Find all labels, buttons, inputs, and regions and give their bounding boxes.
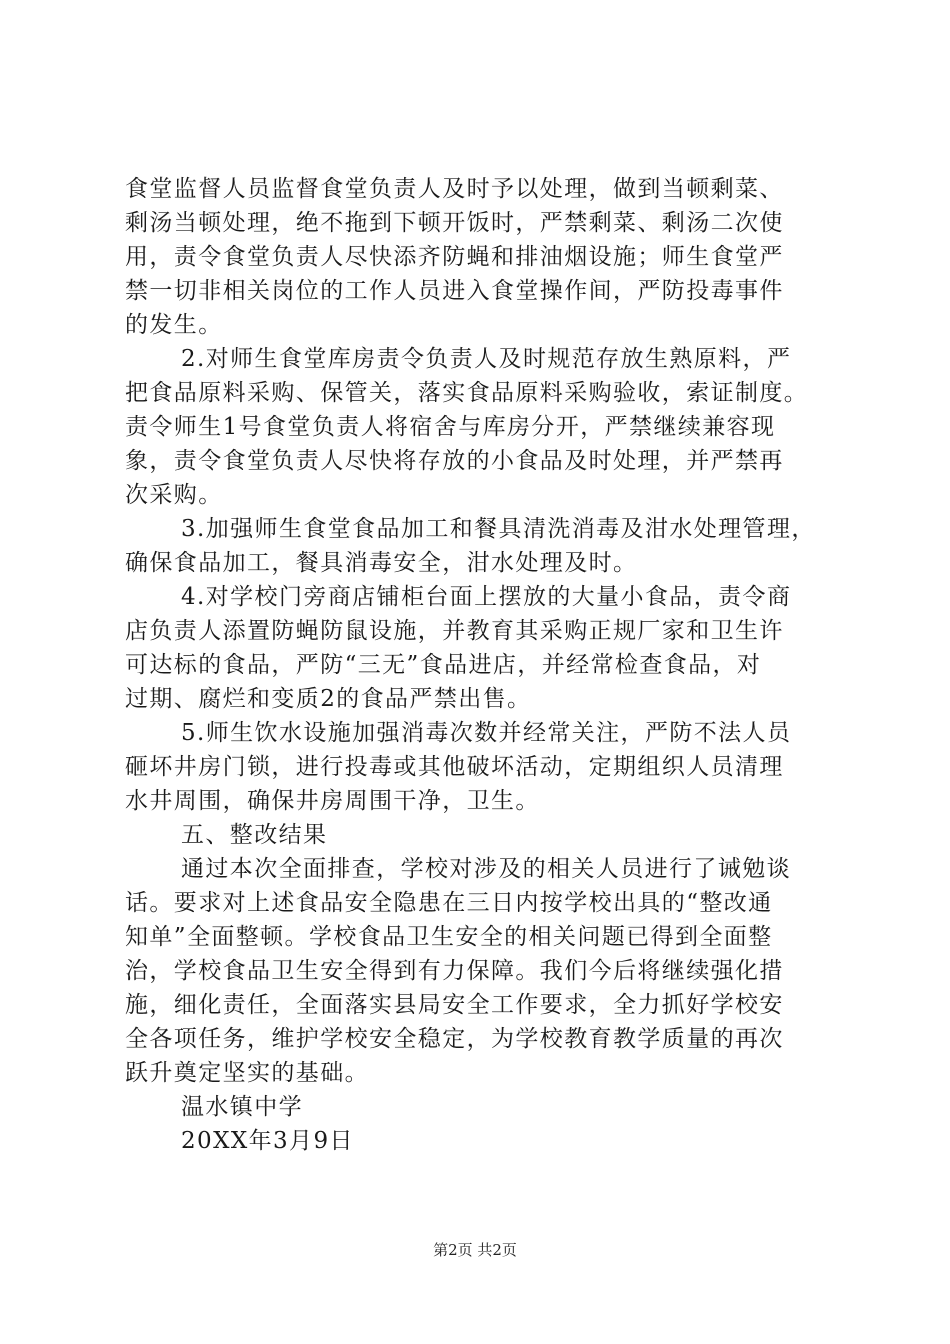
text-line: 施，细化责任，全面落实县局安全工作要求，全力抓好学校安 — [125, 992, 784, 1018]
text-line: 象，责令食堂负责人尽快将存放的小食品及时处理，并严禁再 — [125, 448, 784, 474]
text-line: 砸坏井房门锁，进行投毒或其他破坏活动，定期组织人员清理 — [125, 754, 784, 780]
paragraph-first-line: 3.加强师生食堂食品加工和餐具清洗消毒及泔水处理管理， — [181, 516, 816, 542]
text-line: 禁一切非相关岗位的工作人员进入食堂操作间，严防投毒事件 — [125, 278, 784, 304]
section-heading: 五、整改结果 — [181, 822, 328, 848]
paragraph-first-line: 5.师生饮水设施加强消毒次数并经常关注，严防不法人员 — [181, 720, 792, 746]
paragraph-first-line: 4.对学校门旁商店铺柜台面上摆放的大量小食品，责令商 — [181, 584, 792, 610]
text-line: 跃升奠定坚实的基础。 — [125, 1060, 369, 1086]
text-line: 可达标的食品，严防“三无”食品进店，并经常检查食品，对 — [125, 652, 762, 678]
text-line: 话。要求对上述食品安全隐患在三日内按学校出具的“整改通 — [125, 890, 773, 916]
text-line: 治，学校食品卫生安全得到有力保障。我们今后将继续强化措 — [125, 958, 784, 984]
text-line: 剩汤当顿处理，绝不拖到下顿开饭时，严禁剩菜、剩汤二次使 — [125, 210, 784, 236]
text-line: 用，责令食堂负责人尽快添齐防蝇和排油烟设施；师生食堂严 — [125, 244, 784, 270]
text-line: 把食品原料采购、保管关，落实食品原料采购验收，索证制度。 — [125, 380, 809, 406]
text-line: 次采购。 — [125, 482, 223, 508]
text-line: 的发生。 — [125, 312, 223, 338]
text-line: 知单”全面整顿。学校食品卫生安全的相关问题已得到全面整 — [125, 924, 773, 950]
signature-organization: 温水镇中学 — [181, 1094, 303, 1120]
text-line: 责令师生1号食堂负责人将宿舍与库房分开，严禁继续兼容现 — [125, 414, 776, 440]
text-line: 水井周围，确保井房周围干净，卫生。 — [125, 788, 540, 814]
signature-date: 20XX年3月9日 — [181, 1128, 354, 1154]
text-line: 确保食品加工，餐具消毒安全，泔水处理及时。 — [125, 550, 638, 576]
text-line: 食堂监督人员监督食堂负责人及时予以处理，做到当顿剩菜、 — [125, 176, 784, 202]
text-line: 店负责人添置防蝇防鼠设施，并教育其采购正规厂家和卫生许 — [125, 618, 784, 644]
page-number-footer: 第2页 共2页 — [433, 1241, 517, 1259]
document-body — [125, 172, 837, 1158]
paragraph-first-line: 2.对师生食堂库房责令负责人及时规范存放生熟原料，严 — [181, 346, 792, 372]
text-line: 全各项任务，维护学校安全稳定，为学校教育教学质量的再次 — [125, 1026, 784, 1052]
text-line: 过期、腐烂和变质2的食品严禁出售。 — [125, 686, 532, 712]
paragraph-first-line: 通过本次全面排查，学校对涉及的相关人员进行了诫勉谈 — [181, 856, 791, 882]
